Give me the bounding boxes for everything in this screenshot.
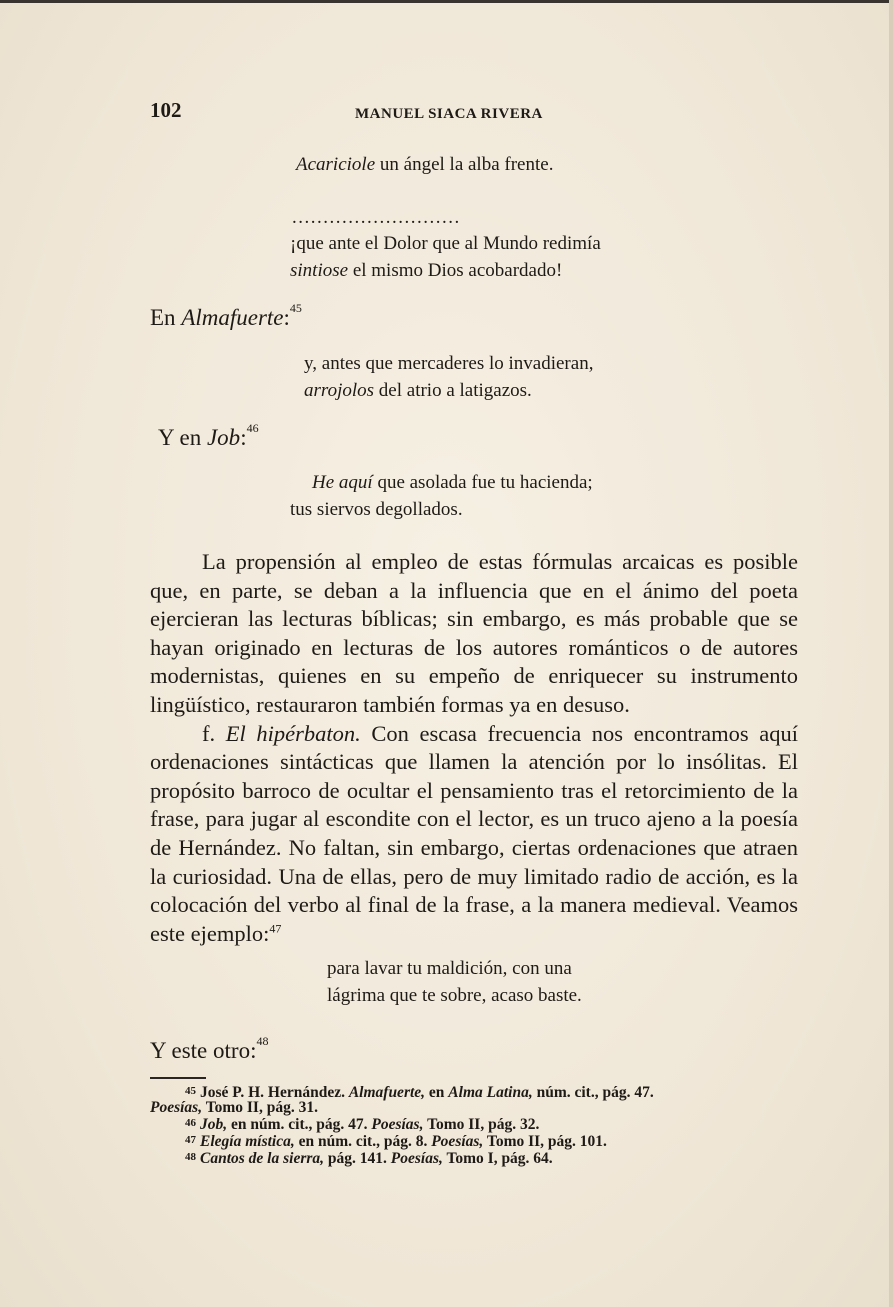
- footnote-text: José P. H. Hernández.: [200, 1084, 349, 1101]
- body-prose: [150, 548, 798, 948]
- quote3-line1-rest: que asolada fue tu hacienda;: [372, 472, 593, 493]
- footnote-text: Tomo II, pág. 101.: [483, 1133, 607, 1150]
- quote3-line1: [312, 469, 593, 496]
- footnote-text: en núm. cit., pág. 8.: [294, 1133, 432, 1150]
- footnote-ref-48: 48: [256, 1034, 269, 1049]
- intro2-prefix: Y en: [158, 425, 207, 450]
- quote1-line1-rest: un ángel la alba frente.: [375, 154, 554, 175]
- intro-job: [158, 421, 259, 451]
- paragraph-hyperbaton: [150, 720, 798, 949]
- footnote-46: [150, 1117, 825, 1134]
- footnote-title: Poesías,: [371, 1116, 424, 1133]
- intro2-work: Job: [206, 425, 241, 450]
- footnote-text: pág. 141.: [324, 1150, 391, 1167]
- footnote-title: Alma Latina,: [448, 1084, 533, 1101]
- scan-right-edge: [889, 0, 893, 1307]
- footnote-ref-45: 45: [289, 301, 302, 316]
- intro1-suffix: :: [283, 305, 290, 330]
- scan-top-border: [0, 0, 893, 3]
- quote1-line3-rest: el mismo Dios acobardado!: [348, 260, 563, 281]
- quote3-line2: tus siervos degollados.: [290, 499, 463, 520]
- quote1-line2: ¡que ante el Dolor que al Mundo redimía: [290, 233, 601, 254]
- footnote-number: 46: [185, 1117, 196, 1129]
- footnote-number: 48: [185, 1151, 196, 1163]
- footnote-ref-46: 46: [246, 421, 259, 436]
- footnote-title: Poesías,: [431, 1133, 484, 1150]
- quote2-line2-italic: arrojolos: [304, 380, 375, 401]
- quote4-line1: para lavar tu maldición, con una: [327, 958, 572, 979]
- quote2-line1: y, antes que mercaderes lo invadieran,: [304, 353, 594, 374]
- footnote-text: Tomo I, pág. 64.: [442, 1150, 553, 1167]
- footnote-title: Job,: [200, 1116, 228, 1133]
- footnote-text: Tomo II, pág. 31.: [202, 1099, 318, 1116]
- section-label: f.: [202, 720, 226, 746]
- footnote-45-cont: [150, 1100, 790, 1115]
- footnote-47: [150, 1134, 825, 1151]
- running-head: MANUEL SIACA RIVERA: [355, 106, 543, 122]
- quote3-line1-italic: He aquí: [312, 472, 373, 493]
- quote2-line2: [304, 377, 532, 404]
- footnote-title: Elegía mística,: [200, 1133, 295, 1150]
- footnote-title: Almafuerte,: [348, 1084, 426, 1101]
- intro1-work: Almafuerte: [181, 305, 284, 330]
- footnote-text: núm. cit., pág. 47.: [532, 1084, 654, 1101]
- footnote-rule: [150, 1077, 206, 1079]
- quote1-ellipsis: ...........................: [292, 207, 461, 228]
- quote4-line2: lágrima que te sobre, acaso baste.: [327, 985, 582, 1006]
- quote1-line1-italic: Acariciole: [296, 154, 376, 175]
- paragraph2-text: Con escasa frecuencia nos encontramos aquí ordenaciones sintácticas que llamen la atención por lo insólitas. El propósito barroco de ocultar el pensamiento tras el retorcimiento de la frase, para jugar al escondite con el lector, es un truco ajeno a la poesía de Hernández. No faltan, sin embargo, ciertas ordenaciones que atraen la curiosidad. Una de ellas, pero de muy limitado radio de acción, es la colocación del verbo al final de la frase, a la manera medieval. Veamos este ejemplo:: [150, 720, 798, 946]
- footnote-text: en núm. cit., pág. 47.: [227, 1116, 372, 1133]
- intro1-prefix: En: [150, 305, 182, 330]
- paragraph-archaic-formulas: La propensión al empleo de estas fórmulas arcaicas es posible que, en parte, se deban a la influencia que en el ánimo del poeta ejercieran las lecturas bíblicas; sin embargo, es más probable que se hayan originado en lecturas de los autores románticos o de autores modernistas, quienes en su empeño de enriquecer su instrumento lingüístico, restauraron también formas ya en desuso.: [150, 549, 798, 717]
- intro-almafuerte: [150, 301, 302, 331]
- footnote-title: Poesías,: [390, 1150, 443, 1167]
- intro3-text: Y este otro:: [150, 1038, 257, 1063]
- section-heading: El hipérbaton.: [225, 720, 361, 746]
- intro2-suffix: :: [240, 425, 247, 450]
- footnote-title: Poesías,: [150, 1099, 203, 1116]
- footnote-title: Cantos de la sierra,: [200, 1150, 325, 1167]
- page-number: 102: [150, 98, 182, 122]
- quote1-line3: [290, 257, 562, 284]
- quote1-line1: [296, 151, 553, 178]
- footnote-number: 47: [185, 1134, 196, 1146]
- intro-este-otro: [150, 1034, 269, 1064]
- footnote-text: en: [425, 1084, 449, 1101]
- footnote-text: Tomo II, pág. 32.: [423, 1116, 540, 1133]
- quote1-line3-italic: sintiose: [290, 260, 349, 281]
- footnote-ref-47: 47: [269, 921, 282, 936]
- footnote-48: [150, 1151, 825, 1168]
- footnote-number: 45: [185, 1085, 196, 1097]
- quote2-line2-rest: del atrio a latigazos.: [374, 380, 532, 401]
